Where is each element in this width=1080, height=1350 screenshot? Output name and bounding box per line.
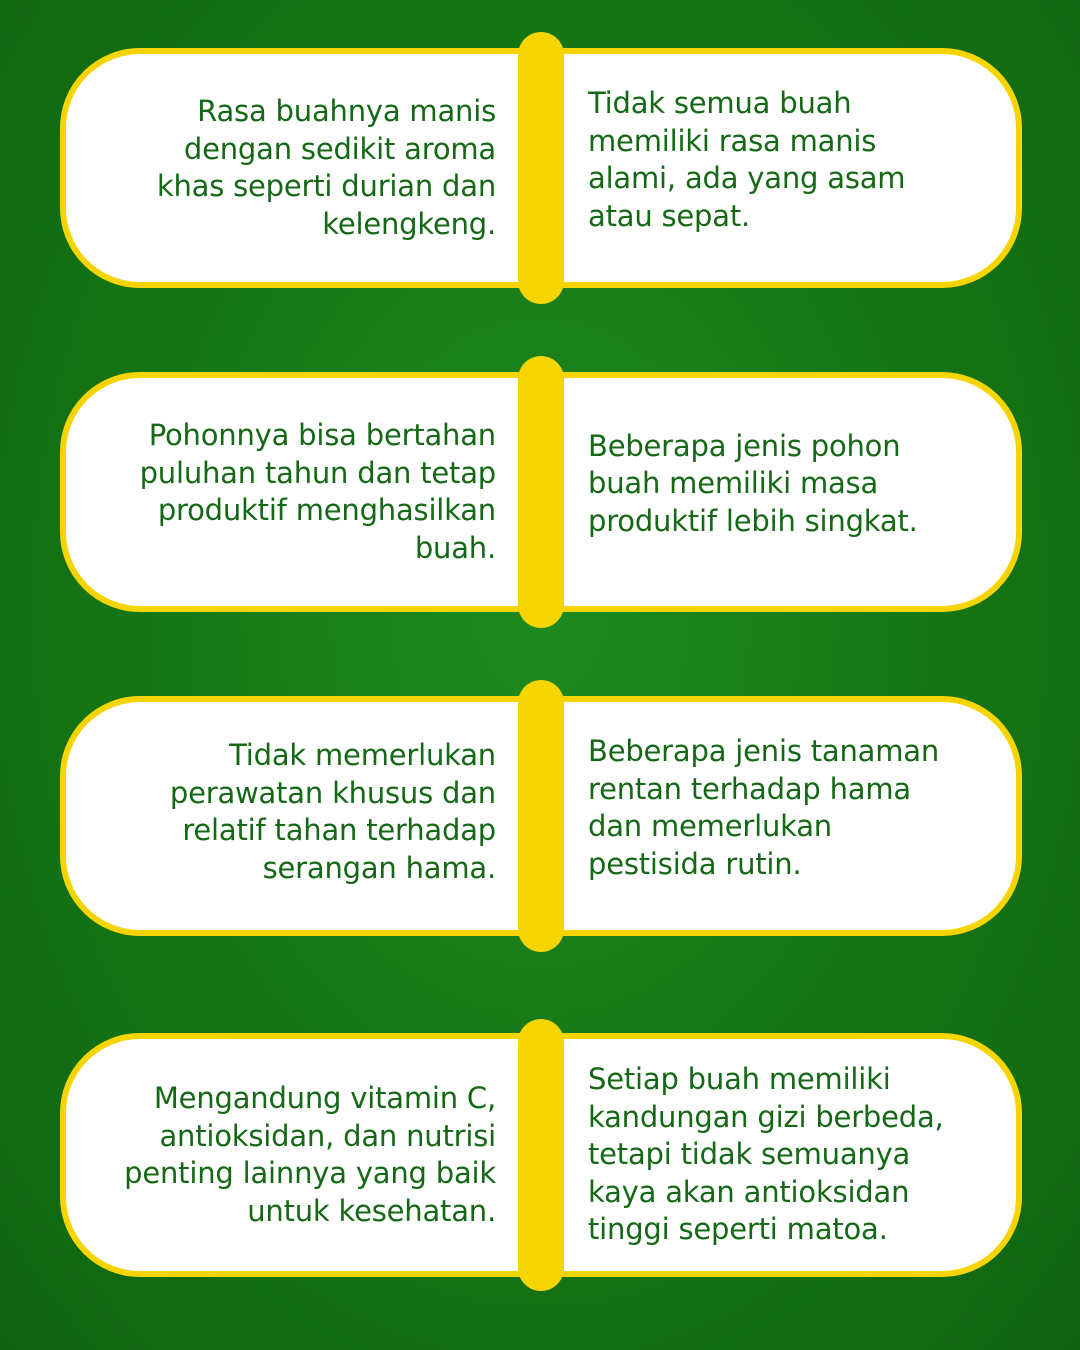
card-4-right-line: Setiap buah memiliki	[588, 1062, 891, 1097]
card-3-right-line: dan memerlukan	[588, 809, 832, 843]
card-3-right-line: rentan terhadap hama	[588, 771, 912, 806]
card-4-right-line: kandungan gizi berbeda,	[588, 1099, 944, 1134]
card-2-right-line: buah memiliki masa	[588, 466, 879, 501]
card-1-right-line: Tidak semua buah	[588, 86, 852, 120]
card-3-left-line: serangan hama.	[262, 850, 496, 885]
card-2-divider	[518, 356, 564, 628]
card-1-left-line: dengan sedikit aroma	[183, 131, 496, 166]
comparison-row-1	[60, 48, 1022, 288]
card-3-left-line: relatif tahan terhadap	[182, 813, 496, 847]
comparison-row-4	[60, 1033, 1022, 1277]
card-2-left-line: buah.	[414, 530, 496, 565]
comparison-row-3	[60, 696, 1022, 936]
card-1-right-line: atau sepat.	[588, 198, 751, 233]
card-2-left-line: produktif menghasilkan	[157, 493, 496, 527]
card-3-left-line: perawatan khusus dan	[169, 775, 496, 810]
card-4-left-line: penting lainnya yang baik	[124, 1156, 496, 1190]
card-4-left-line: Mengandung vitamin C,	[153, 1081, 496, 1115]
card-1-divider	[518, 32, 564, 304]
card-4-left-line: antioksidan, dan nutrisi	[159, 1118, 496, 1153]
card-1-right-text	[588, 40, 1008, 280]
card-3-right-text	[588, 688, 1008, 928]
card-1-right-line: alami, ada yang asam	[588, 161, 906, 195]
card-4-divider	[518, 1019, 564, 1291]
card-1-right-line: memiliki rasa manis	[588, 123, 877, 158]
card-3-left-line: Tidak memerlukan	[229, 738, 496, 772]
card-4-right-line: tinggi seperti matoa.	[588, 1212, 888, 1247]
card-1-left-line: Rasa buahnya manis	[197, 94, 496, 128]
card-4-right-line: kaya akan antioksidan	[588, 1174, 910, 1209]
card-4-left-text	[90, 1033, 496, 1277]
card-1-left-line: khas seperti durian dan	[156, 169, 496, 203]
card-4-left-line: untuk kesehatan.	[247, 1193, 496, 1228]
card-4-right-line: tetapi tidak semuanya	[588, 1137, 911, 1172]
card-1-left-line: kelengkeng.	[322, 206, 496, 241]
comparison-row-2	[60, 372, 1022, 612]
card-3-right-line: Beberapa jenis tanaman	[588, 734, 940, 768]
card-1-left-text	[90, 48, 496, 288]
card-2-right-line: Beberapa jenis pohon	[588, 428, 901, 463]
card-4-right-text	[588, 1033, 1008, 1277]
card-2-left-line: puluhan tahun dan tetap	[139, 455, 496, 490]
card-2-right-line: produktif lebih singkat.	[588, 503, 918, 538]
card-2-left-text	[90, 372, 496, 612]
card-2-left-line: Pohonnya bisa bertahan	[148, 418, 496, 452]
card-2-right-text	[588, 364, 1008, 604]
card-3-left-text	[90, 692, 496, 932]
card-3-divider	[518, 680, 564, 952]
card-3-right-line: pestisida rutin.	[588, 846, 802, 881]
